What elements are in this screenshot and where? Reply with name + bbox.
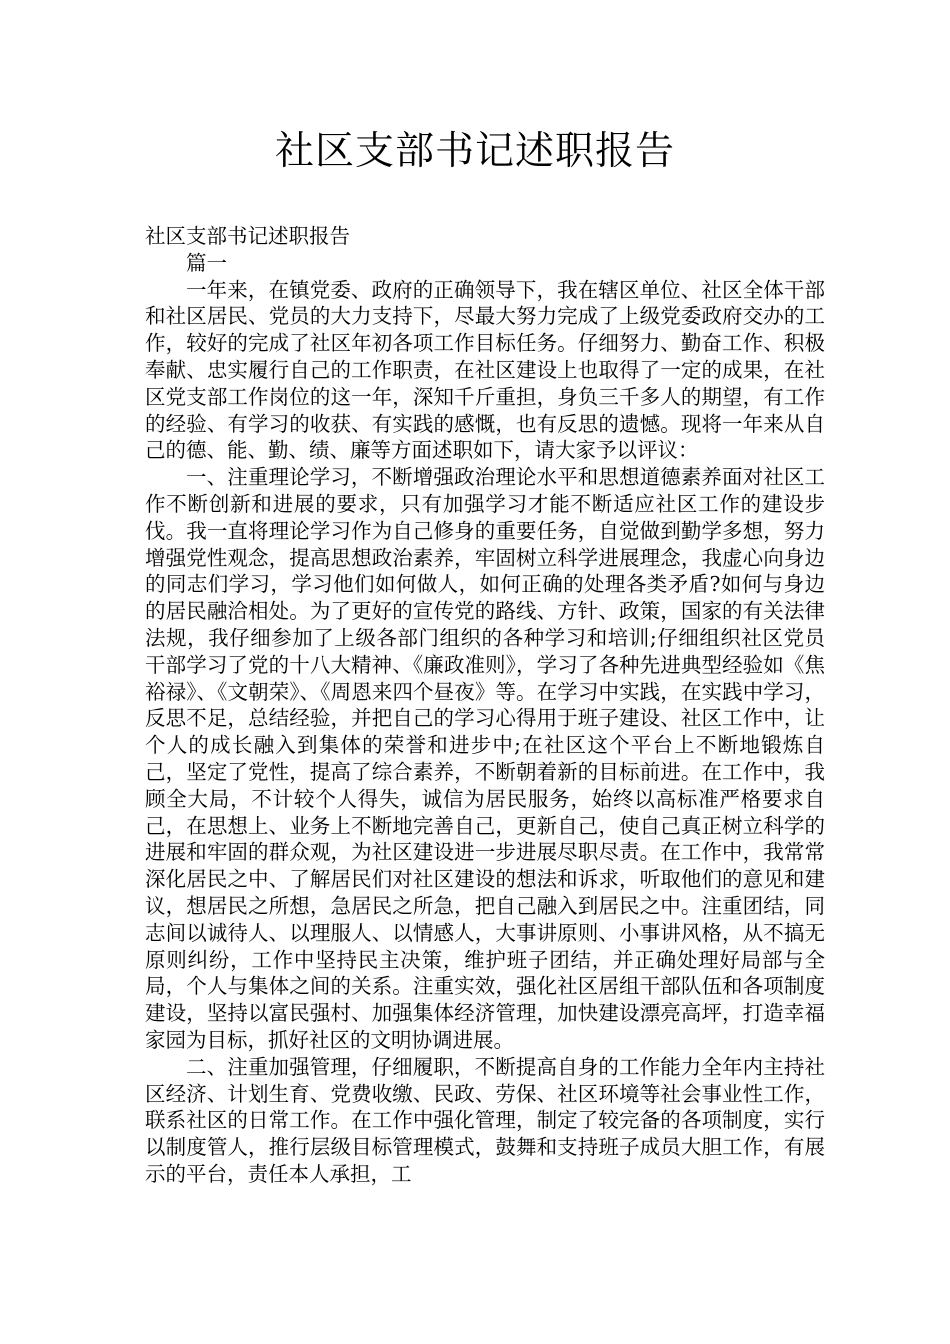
paragraph-theory-study: 一、注重理论学习，不断增强政治理论水平和思想道德素养面对社区工作不断创新和进展的要求，只有加强学习才能不断适应社区工作的建设步伐。我一直将理论学习作为自己修身的重要任务，自觉做到勤学多想，努力增强党性观念，提高思想政治素养，牢固树立科学进展理念，我虚心向身边的同志们学习，学习他们如何做人，如何正确的处理各类矛盾?如何与身边的居民融洽相处。为了更好的宣传党的路线、方针、政策，国家的有关法律法规，我仔细参加了上级各部门组织的各种学习和培训;仔细组织社区党员干部学习了党的十八大精神、《廉政准则》，学习了各种先进典型经验如《焦裕禄》、《文朝荣》、《周恩来四个昼夜》等。在学习中实践，在实践中学习，反思不足，总结经验，并把自己的学习心得用于班子建设、社区工作中，让个人的成长融入到集体的荣誉和进步中;在社区这个平台上不断地锻炼自己，坚定了党性，提高了综合素养，不断朝着新的目标前进。在工作中，我顾全大局，不计较个人得失，诚信为居民服务，始终以高标准严格要求自己，在思想上、业务上不断地完善自己，更新自己，使自己真正树立科学的进展和牢固的群众观，为社区建设进一步进展尽职尽责。在工作中，我常常深化居民之中、了解居民们对社区建设的想法和诉求，听取他们的意见和建议，想居民之所想，急居民之所急，把自己融入到居民之中。注重团结，同志间以诚待人、以理服人、以情感人，大事讲原则、小事讲风格，从不搞无原则纠纷，工作中坚持民主决策，维护班子团结，并正确处理好局部与全局，个人与集体之间的关系。注重实效，强化社区居组干部队伍和各项制度建设，坚持以富民强村、加强集体经济管理，加快建设漂亮高坪，打造幸福家园为目标，抓好社区的文明协调进展。 [145,465,825,1052]
section-label: 篇一 [186,250,227,275]
document-body [145,223,825,1188]
paragraph-management: 二、注重加强管理，仔细履职，不断提高自身的工作能力全年内主持社区经济、计划生育、党费收缴、民政、劳保、社区环境等社会事业性工作，联系社区的日常工作。在工作中强化管理，制定了较完备的各项制度，实行以制度管人，推行层级目标管理模式，鼓舞和支持班子成员大胆工作，有展示的平台，责任本人承担，工 [145,1054,825,1186]
paragraph-intro: 一年来，在镇党委、政府的正确领导下，我在辖区单位、社区全体干部和社区居民、党员的大力支持下，尽最大努力完成了上级党委政府交办的工作，较好的完成了社区年初各项工作目标任务。仔细努力、勤奋工作、积极奉献、忠实履行自己的工作职责，在社区建设上也取得了一定的成果，在社区党支部工作岗位的这一年，深知千斤重担，身负三千多人的期望，有工作的经验、有学习的收获、有实践的感慨，也有反思的遗憾。现将一年来从自己的德、能、勤、绩、廉等方面述职如下，请大家予以评议： [145,277,825,463]
document-subtitle: 社区支部书记述职报告 [145,224,350,248]
page-title: 社区支部书记述职报告 [274,129,675,174]
